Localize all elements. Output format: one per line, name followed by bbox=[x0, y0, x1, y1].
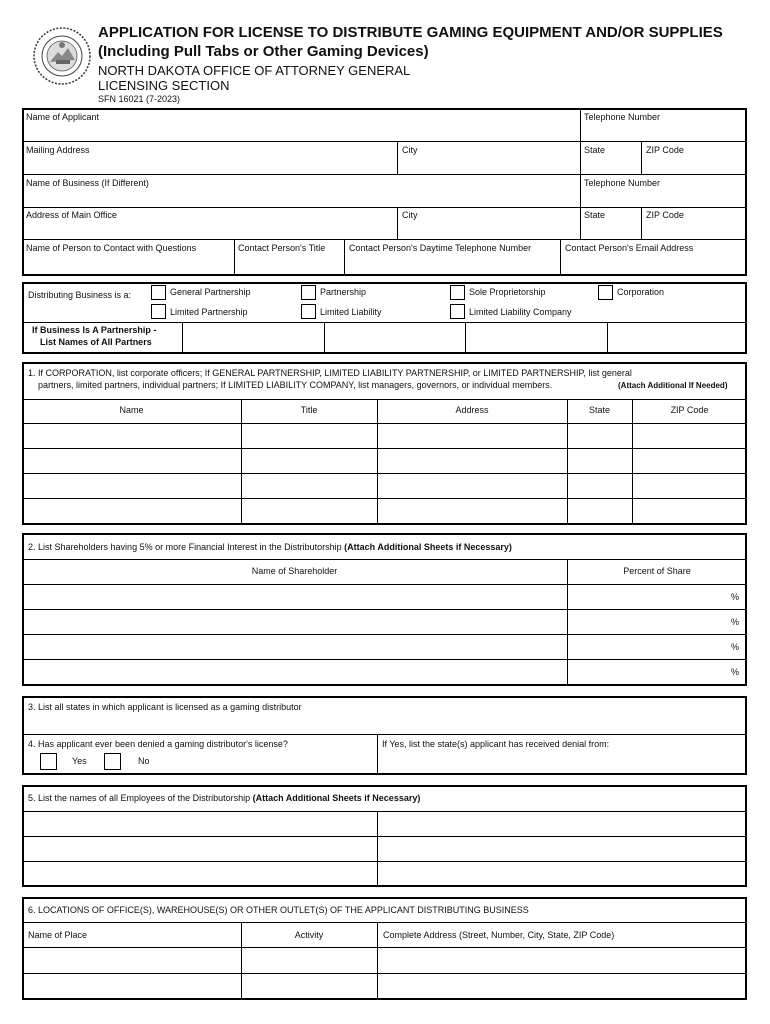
section5-instructions bbox=[28, 793, 420, 803]
percent-sign: % bbox=[731, 592, 740, 602]
col-zip: ZIP Code bbox=[670, 405, 709, 415]
sole-proprietorship-label: Sole Proprietorship bbox=[469, 287, 546, 297]
applicant-name-field[interactable]: Name of Applicant bbox=[26, 112, 100, 122]
contact-title-field[interactable]: Contact Person's Title bbox=[238, 243, 326, 253]
corporation-checkbox[interactable] bbox=[598, 285, 613, 300]
section2-instructions bbox=[28, 542, 512, 552]
contact-phone-field[interactable]: Contact Person's Daytime Telephone Number bbox=[349, 243, 532, 253]
business-name-field[interactable]: Name of Business (If Different) bbox=[26, 178, 149, 188]
office-name: NORTH DAKOTA OFFICE OF ATTORNEY GENERAL bbox=[98, 63, 411, 78]
partners-label-line1: If Business Is A Partnership - bbox=[32, 325, 157, 335]
limited-liability-checkbox[interactable] bbox=[301, 304, 316, 319]
sole-proprietorship-checkbox[interactable] bbox=[450, 285, 465, 300]
section2-note: (Attach Additional Sheets if Necessary) bbox=[344, 542, 512, 552]
section6-instructions: 6. LOCATIONS OF OFFICE(S), WAREHOUSE(S) OR OTHER OUTLET(S) OF THE APPLICANT DISTRIBUTING BUSINESS bbox=[28, 905, 529, 915]
partnership-checkbox[interactable] bbox=[301, 285, 316, 300]
section1-instructions: 1. If CORPORATION, list corporate officers; If GENERAL PARTNERSHIP, LIMITED LIABILITY PARTNERSHIP, or LIMITED PARTNERSHIP, list general bbox=[28, 368, 632, 378]
contact-name-field[interactable]: Name of Person to Contact with Questions bbox=[26, 243, 197, 253]
main-office-state-field[interactable]: State bbox=[584, 210, 606, 220]
col-address: Address bbox=[455, 405, 489, 415]
percent-sign: % bbox=[731, 667, 740, 677]
general-partnership-label: General Partnership bbox=[170, 287, 251, 297]
section-name: LICENSING SECTION bbox=[98, 78, 230, 93]
telephone-field[interactable]: Telephone Number bbox=[584, 112, 661, 122]
denied-no-checkbox[interactable] bbox=[104, 753, 121, 770]
col-complete-address: Complete Address (Street, Number, City, State, ZIP Code) bbox=[383, 930, 615, 940]
section2-text: 2. List Shareholders having 5% or more Financial Interest in the Distributorship bbox=[28, 542, 342, 552]
business-type-label: Distributing Business is a: bbox=[28, 290, 132, 300]
main-office-city-field[interactable]: City bbox=[402, 210, 418, 220]
col-place-name: Name of Place bbox=[28, 930, 88, 940]
col-percent-share: Percent of Share bbox=[623, 566, 691, 576]
section5-text: 5. List the names of all Employees of the Distributorship bbox=[28, 793, 251, 803]
business-telephone-field[interactable]: Telephone Number bbox=[584, 178, 661, 188]
percent-sign: % bbox=[731, 617, 740, 627]
col-activity: Activity bbox=[294, 930, 324, 940]
state-field[interactable]: State bbox=[584, 145, 606, 155]
main-office-address-field[interactable]: Address of Main Office bbox=[26, 210, 117, 220]
limited-partnership-label: Limited Partnership bbox=[170, 307, 248, 317]
zip-field[interactable]: ZIP Code bbox=[646, 145, 684, 155]
col-state: State bbox=[588, 405, 610, 415]
partnership-label: Partnership bbox=[320, 287, 367, 297]
section3-licensed-states-field[interactable]: 3. List all states in which applicant is licensed as a gaming distributor bbox=[28, 702, 302, 712]
limited-partnership-checkbox[interactable] bbox=[151, 304, 166, 319]
partners-label-line2: List Names of All Partners bbox=[40, 337, 152, 347]
denial-states-field[interactable]: If Yes, list the state(s) applicant has received denial from: bbox=[382, 739, 610, 749]
col-title: Title bbox=[300, 405, 318, 415]
yes-label: Yes bbox=[72, 756, 87, 766]
section4-question: 4. Has applicant ever been denied a gaming distributor's license? bbox=[28, 739, 288, 749]
form-subtitle: (Including Pull Tabs or Other Gaming Devices) bbox=[98, 43, 429, 60]
mailing-address-field[interactable]: Mailing Address bbox=[26, 145, 90, 155]
col-name: Name bbox=[119, 405, 144, 415]
no-label: No bbox=[138, 756, 150, 766]
llc-checkbox[interactable] bbox=[450, 304, 465, 319]
section1-note: (Attach Additional If Needed) bbox=[618, 381, 728, 390]
denied-yes-checkbox[interactable] bbox=[40, 753, 57, 770]
form-title: APPLICATION FOR LICENSE TO DISTRIBUTE GAMING EQUIPMENT AND/OR SUPPLIES bbox=[98, 24, 723, 41]
percent-sign: % bbox=[731, 642, 740, 652]
corporation-label: Corporation bbox=[617, 287, 665, 297]
llc-label: Limited Liability Company bbox=[469, 307, 572, 317]
section1-instructions-2: partners, limited partners, individual partners; If LIMITED LIABILITY COMPANY, list managers, governors, or individual members. bbox=[38, 380, 553, 390]
limited-liability-label: Limited Liability bbox=[320, 307, 382, 317]
city-field[interactable]: City bbox=[402, 145, 418, 155]
section5-note: (Attach Additional Sheets if Necessary) bbox=[252, 793, 421, 803]
col-shareholder-name: Name of Shareholder bbox=[251, 566, 338, 576]
contact-email-field[interactable]: Contact Person's Email Address bbox=[565, 243, 694, 253]
general-partnership-checkbox[interactable] bbox=[151, 285, 166, 300]
state-seal-logo bbox=[32, 26, 92, 86]
form-number: SFN 16021 (7-2023) bbox=[98, 94, 181, 104]
main-office-zip-field[interactable]: ZIP Code bbox=[646, 210, 684, 220]
